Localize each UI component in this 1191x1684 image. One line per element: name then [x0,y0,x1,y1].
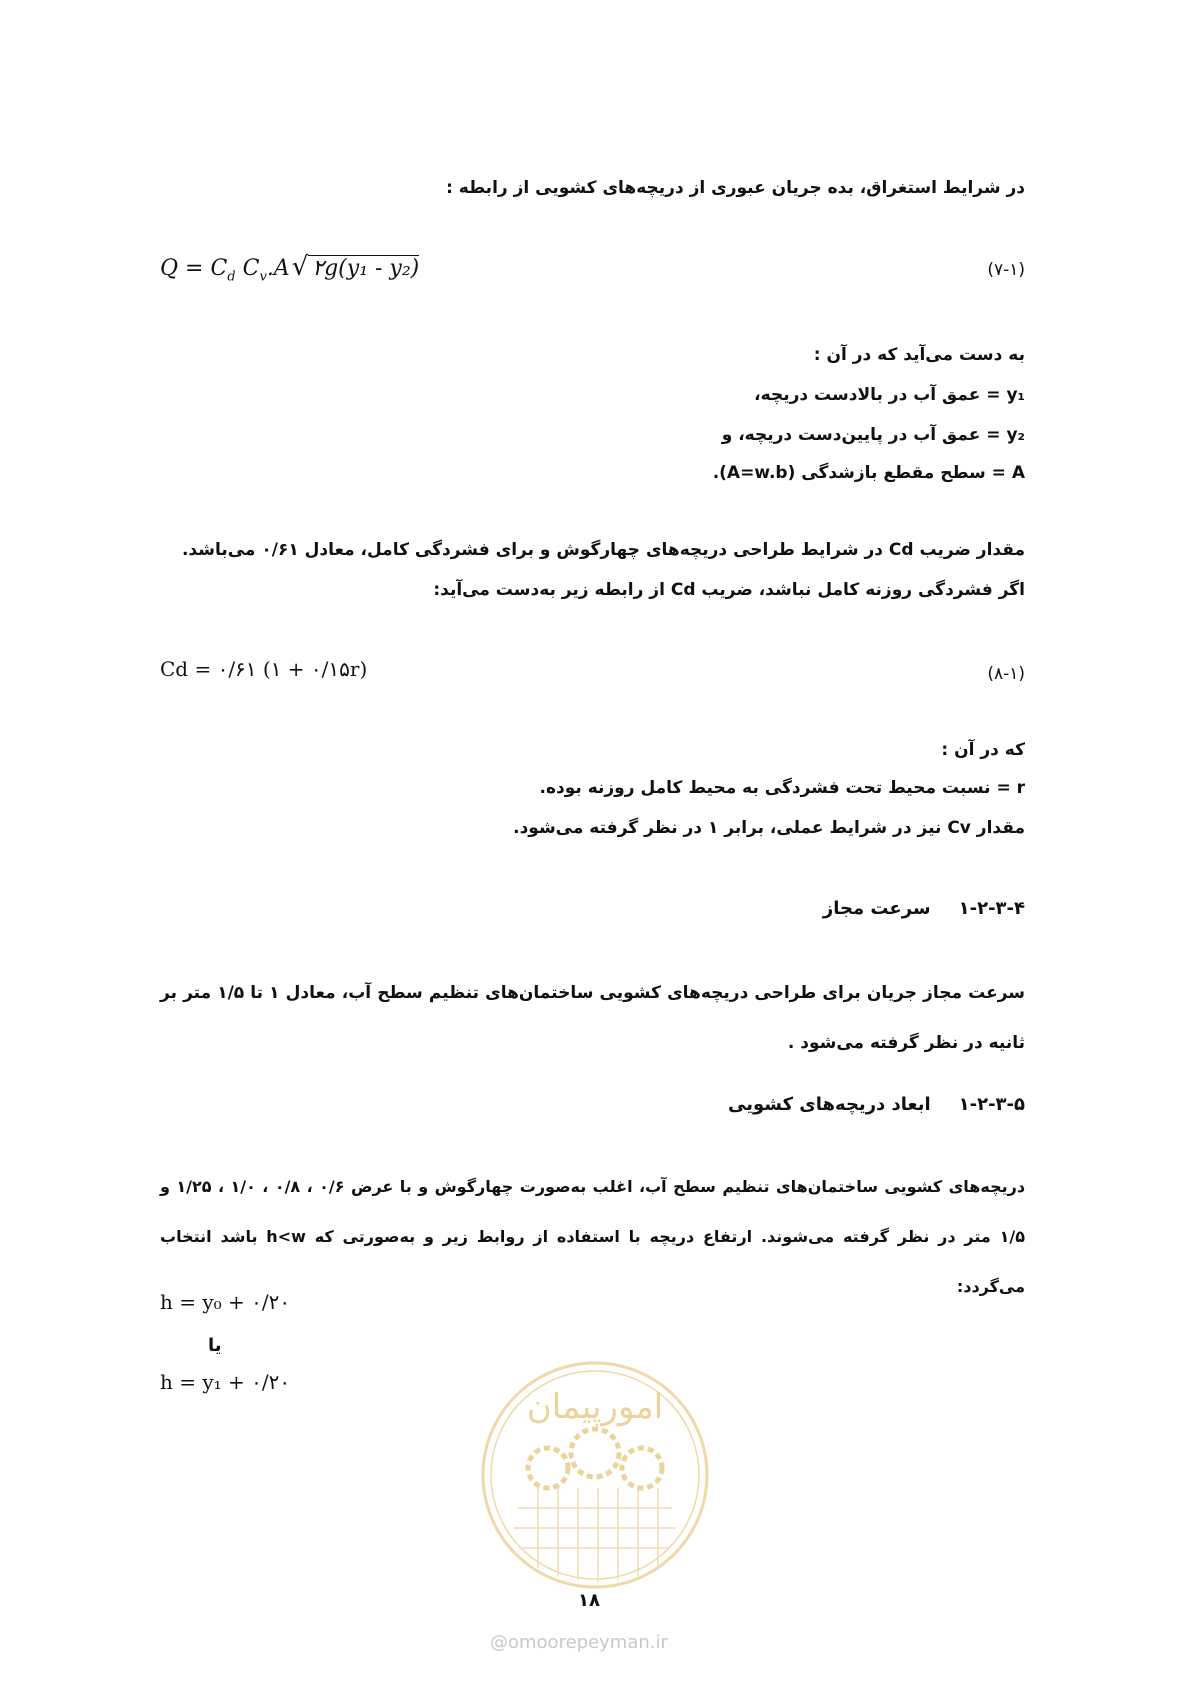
section-heading-5 [728,1094,1025,1115]
section-5-number: ۱-۲-۳-۵ [958,1094,1025,1115]
where-intro-2: که در آن : [941,740,1025,760]
sqrt-icon: √ [291,252,309,282]
definition-y2: y₂ = عمق آب در پایین‌دست دریچه، و [721,425,1025,445]
section-4-title: سرعت مجاز [822,898,931,919]
equation-h-y1: h = y₁ + ۰/۲۰ [160,1370,291,1394]
eq7-cv: C [235,256,260,281]
eq7-sub-d: d [227,269,236,285]
dimensions-paragraph: دریچه‌های کشویی ساختمان‌های تنظیم سطح آب، اغلب به‌صورت چهارگوش و با عرض ۰/۶ ، ۰/۸ ، ۱/۰ ، ۱/۲۵ و ۱/۵ متر در نظر گرفته می‌شوند. ارتفاع دریچه با استفاده از روابط زیر و به‌صورتی که h<w باشد انتخاب می‌گردد: [160,1177,1026,1296]
intro-line: در شرایط استغراق، بده جریان عبوری از دریچه‌های کشویی از رابطه : [446,178,1025,198]
definition-y1: y₁ = عمق آب در بالادست دریچه، [754,385,1025,405]
or-label: یا [208,1335,222,1356]
equation-7-1-number: (۷-۱) [987,260,1025,280]
eq7-a: .A [266,256,290,281]
definition-a: A = سطح مقطع بازشدگی (A=w.b). [712,463,1025,483]
speed-paragraph: سرعت مجاز جریان برای طراحی دریچه‌های کشویی ساختمان‌های تنظیم سطح آب، معادل ۱ تا ۱/۵ متر بر ثانیه در نظر گرفته می‌شود . [160,983,1026,1053]
watermark-url-text: omoorepeyman.ir [508,1632,668,1653]
equation-7-1 [160,252,419,284]
definition-r: r = نسبت محیط تحت فشردگی به محیط کامل روزنه بوده. [539,778,1025,798]
page-number: ۱۸ [578,1590,600,1611]
watermark-url [490,1632,668,1653]
eq7-radicand: ۲g(y₁ - y₂) [308,255,419,281]
cd-paragraph-line2: اگر فشردگی روزنه کامل نباشد، ضریب Cd از رابطه زیر به‌دست می‌آید: [433,580,1025,600]
watermark-seal-icon [478,1358,712,1592]
section-heading-4 [823,898,1025,919]
eq7-sub-v: v [259,269,267,285]
svg-text:امورپیمان: امورپیمان [526,1387,664,1427]
equation-h-y0: h = y₀ + ۰/۲۰ [160,1290,291,1314]
equation-8-1: Cd = ۰/۶۱ (۱ + ۰/۱۵r) [160,657,368,681]
cv-note: مقدار Cv نیز در شرایط عملی، برابر ۱ در نظر گرفته می‌شود. [513,818,1025,838]
section-5-title: ابعاد دریچه‌های کشویی [728,1094,931,1115]
eq7-q: Q = C [160,256,228,281]
cd-paragraph-line1: مقدار ضریب Cd در شرایط طراحی دریچه‌های چهارگوش و برای فشردگی کامل، معادل ۰/۶۱ می‌باشد. [181,540,1025,560]
equation-8-1-number: (۸-۱) [987,664,1025,684]
where-intro: به دست می‌آید که در آن : [813,345,1025,365]
at-icon: @ [490,1632,508,1653]
section-4-number: ۱-۲-۳-۴ [958,898,1025,919]
